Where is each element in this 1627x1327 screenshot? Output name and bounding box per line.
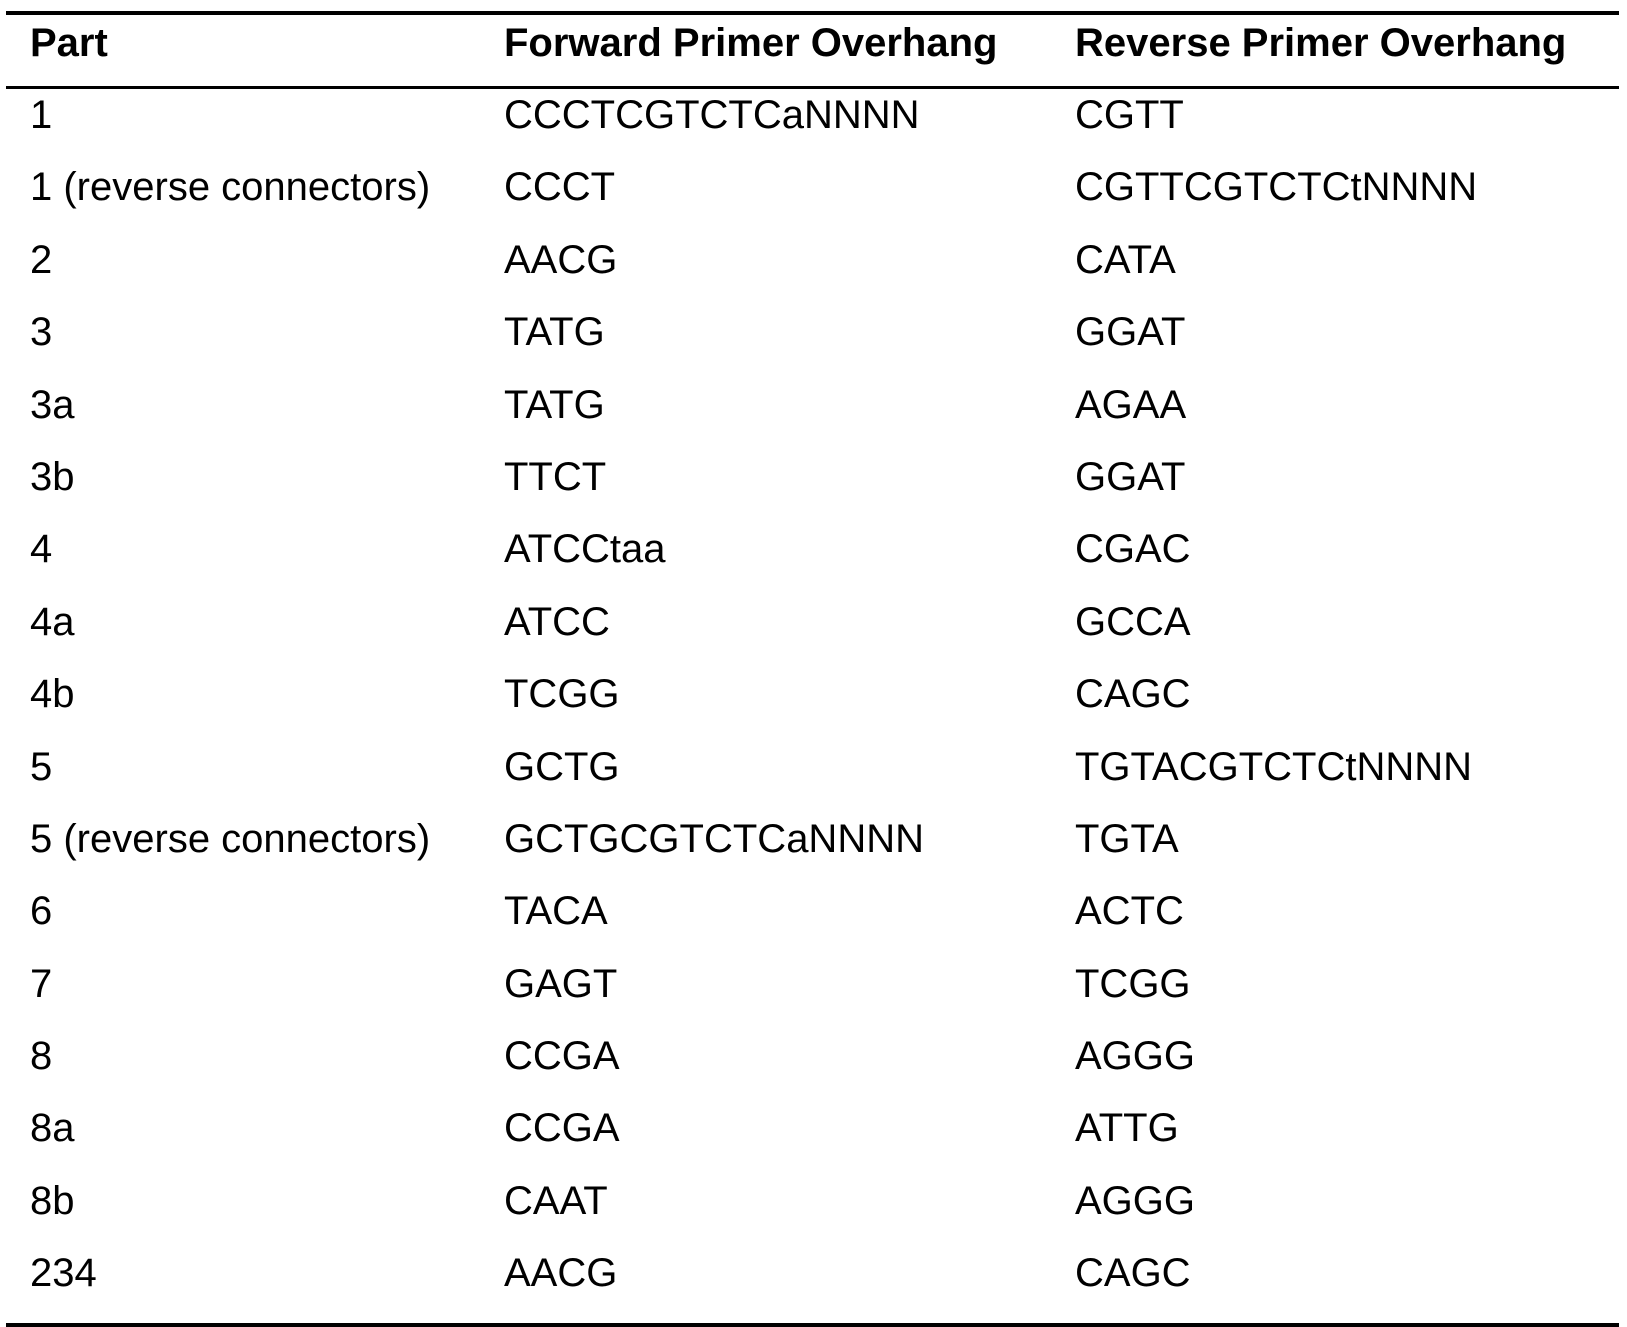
- forward-overhang-cell: CCGA: [504, 1034, 620, 1079]
- forward-overhang-cell: AACG: [504, 237, 618, 282]
- forward-overhang-cell: CCCT: [504, 165, 616, 210]
- part-cell: 1 (reverse connectors): [30, 165, 431, 210]
- table-row: [6, 1030, 1619, 1102]
- forward-overhang-cell: AACG: [504, 1251, 618, 1296]
- reverse-overhang-cell: AGAA: [1075, 382, 1187, 427]
- table-body: [6, 89, 1619, 1320]
- part-cell: 3: [30, 310, 53, 355]
- part-cell: 4: [30, 527, 53, 572]
- reverse-overhang-cell: ACTC: [1075, 889, 1184, 934]
- table-row: [6, 958, 1619, 1030]
- table-row: [6, 668, 1619, 740]
- table-row: [6, 1102, 1619, 1174]
- forward-overhang-cell: GAGT: [504, 961, 618, 1006]
- part-cell: 5: [30, 744, 53, 789]
- forward-overhang-cell: ATCC: [504, 599, 610, 644]
- reverse-overhang-cell: TGTA: [1075, 816, 1179, 861]
- header-reverse-primer-overhang: Reverse Primer Overhang: [1075, 21, 1567, 65]
- forward-overhang-cell: TTCT: [504, 454, 607, 499]
- table-bottom-rule: [6, 1323, 1619, 1327]
- forward-overhang-cell: GCTG: [504, 744, 620, 789]
- reverse-overhang-cell: TCGG: [1075, 961, 1191, 1006]
- header-forward-primer-overhang: Forward Primer Overhang: [504, 21, 998, 65]
- table-header-row: [6, 15, 1619, 86]
- part-cell: 4b: [30, 672, 75, 717]
- table-row: [6, 596, 1619, 668]
- reverse-overhang-cell: TGTACGTCTCtNNNN: [1075, 744, 1472, 789]
- part-cell: 4a: [30, 599, 75, 644]
- forward-overhang-cell: TCGG: [504, 672, 620, 717]
- table-row: [6, 234, 1619, 306]
- forward-overhang-cell: CCCTCGTCTCaNNNN: [504, 93, 920, 137]
- table-row: [6, 885, 1619, 957]
- forward-overhang-cell: TACA: [504, 889, 608, 934]
- table-row: [6, 306, 1619, 378]
- part-cell: 8b: [30, 1178, 75, 1223]
- table-row: [6, 741, 1619, 813]
- reverse-overhang-cell: AGGG: [1075, 1178, 1196, 1223]
- part-cell: 8a: [30, 1106, 75, 1151]
- reverse-overhang-cell: CGTTCGTCTCtNNNN: [1075, 165, 1478, 210]
- part-cell: 3a: [30, 382, 75, 427]
- forward-overhang-cell: GCTGCGTCTCaNNNN: [504, 816, 924, 861]
- table-row: [6, 379, 1619, 451]
- reverse-overhang-cell: GGAT: [1075, 310, 1186, 355]
- part-cell: 2: [30, 237, 53, 282]
- part-cell: 234: [30, 1251, 97, 1296]
- header-part: Part: [30, 21, 108, 65]
- forward-overhang-cell: CCGA: [504, 1106, 620, 1151]
- reverse-overhang-cell: CATA: [1075, 237, 1176, 282]
- part-cell: 6: [30, 889, 53, 934]
- reverse-overhang-cell: GGAT: [1075, 454, 1186, 499]
- table-row: [6, 813, 1619, 885]
- table-row: [6, 161, 1619, 233]
- reverse-overhang-cell: GCCA: [1075, 599, 1191, 644]
- table-row: [6, 1175, 1619, 1247]
- reverse-overhang-cell: CAGC: [1075, 672, 1191, 717]
- reverse-overhang-cell: CGTT: [1075, 93, 1184, 137]
- reverse-overhang-cell: AGGG: [1075, 1034, 1196, 1079]
- reverse-overhang-cell: CGAC: [1075, 527, 1191, 572]
- forward-overhang-cell: ATCCtaa: [504, 527, 666, 572]
- part-cell: 3b: [30, 454, 75, 499]
- table-row: [6, 523, 1619, 595]
- part-cell: 1: [30, 93, 53, 137]
- table-row: [6, 451, 1619, 523]
- primer-overhang-table: [6, 11, 1619, 1327]
- part-cell: 8: [30, 1034, 53, 1079]
- reverse-overhang-cell: CAGC: [1075, 1251, 1191, 1296]
- forward-overhang-cell: TATG: [504, 382, 605, 427]
- part-cell: 5 (reverse connectors): [30, 816, 431, 861]
- table-row: [6, 89, 1619, 161]
- forward-overhang-cell: TATG: [504, 310, 605, 355]
- table-row: [6, 1247, 1619, 1319]
- forward-overhang-cell: CAAT: [504, 1178, 608, 1223]
- reverse-overhang-cell: ATTG: [1075, 1106, 1179, 1151]
- part-cell: 7: [30, 961, 53, 1006]
